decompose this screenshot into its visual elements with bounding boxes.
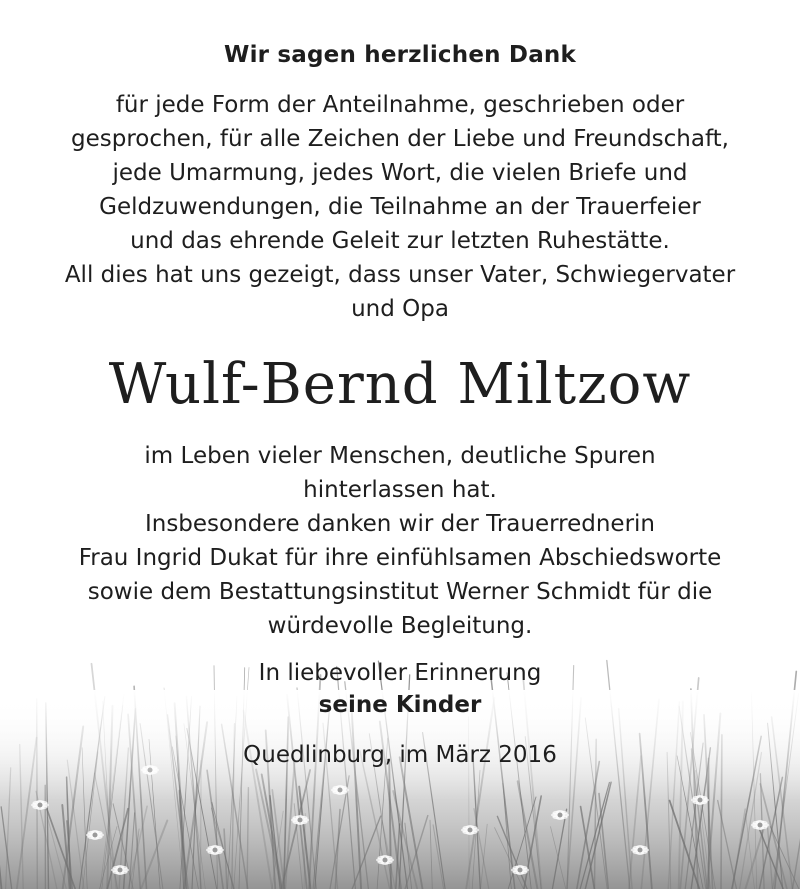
- paragraph-line: im Leben vieler Menschen, deutliche Spuren: [144, 443, 656, 469]
- paragraph-line: und das ehrende Geleit zur letzten Ruhestätte.: [130, 228, 670, 254]
- paragraph-line: würdevolle Begleitung.: [267, 613, 533, 639]
- flower-icon: [31, 800, 49, 810]
- paragraph-line: Geldzuwendungen, die Teilnahme an der Trauerfeier: [99, 194, 701, 220]
- flower-icon: [376, 855, 394, 865]
- paragraph-line: für jede Form der Anteilnahme, geschrieben oder: [115, 92, 685, 118]
- paragraph-line: sowie dem Bestattungsinstitut Werner Schmidt für die: [87, 579, 713, 605]
- acknowledgement-paragraph: [0, 88, 800, 326]
- heading-thanks: Wir sagen herzlichen Dank: [224, 42, 576, 68]
- flower-icon: [86, 830, 104, 840]
- thanks-paragraph: [0, 439, 800, 643]
- flower-icon: [551, 810, 569, 820]
- paragraph-line: und Opa: [351, 296, 449, 322]
- flower-icon: [461, 825, 479, 835]
- flower-icon: [291, 815, 309, 825]
- flower-icon: [111, 865, 129, 875]
- closing-line: In liebevoller Erinnerung: [258, 660, 542, 686]
- flower-icon: [511, 865, 529, 875]
- paragraph-line: Frau Ingrid Dukat für ihre einfühlsamen Abschiedsworte: [78, 545, 722, 571]
- paragraph-line: All dies hat uns gezeigt, dass unser Vater, Schwiegervater: [64, 262, 736, 288]
- flower-icon: [631, 845, 649, 855]
- signer: seine Kinder: [318, 692, 482, 718]
- place-and-date: Quedlinburg, im März 2016: [243, 742, 557, 768]
- paragraph-line: jede Umarmung, jedes Wort, die vielen Briefe und: [112, 160, 688, 186]
- flower-icon: [206, 845, 224, 855]
- paragraph-line: hinterlassen hat.: [303, 477, 497, 503]
- paragraph-line: Insbesondere danken wir der Trauerrednerin: [144, 511, 656, 537]
- flower-icon: [751, 820, 769, 830]
- deceased-name: Wulf-Bernd Miltzow: [108, 352, 692, 417]
- paragraph-line: gesprochen, für alle Zeichen der Liebe und Freundschaft,: [71, 126, 729, 152]
